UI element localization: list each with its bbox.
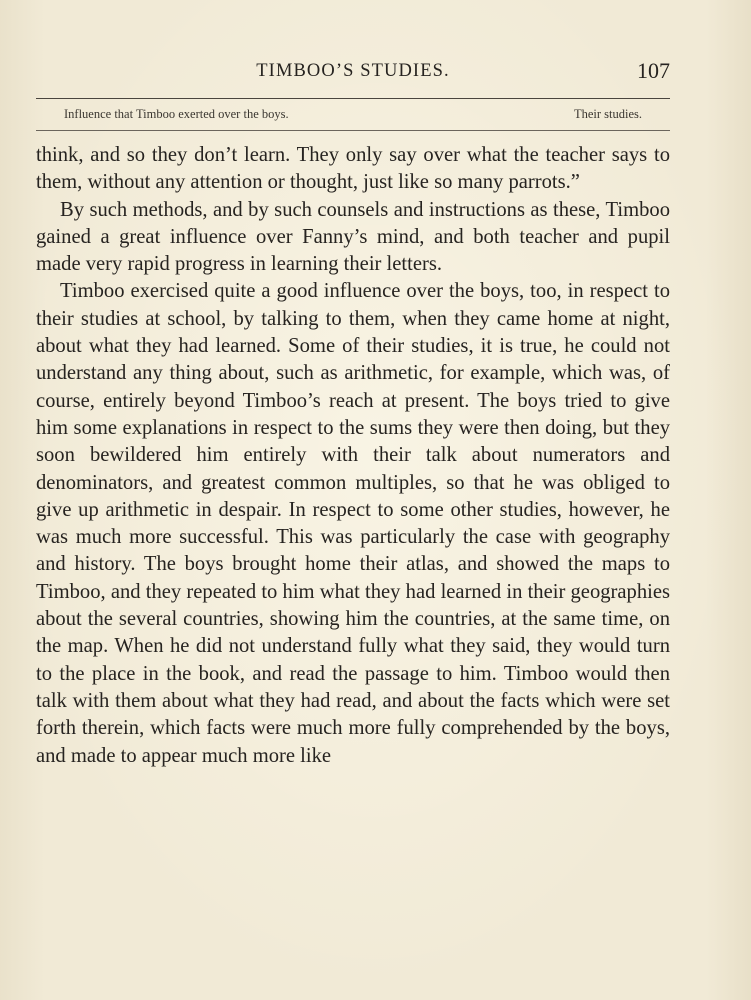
paragraph: By such methods, and by such counsels and instructions as these, Timboo gained a great influence over Fanny’s mind, and both teacher and pupil made very rapid progress in learning their letters.: [36, 198, 670, 276]
header-rule-bottom: [36, 130, 670, 131]
page-number: 107: [637, 58, 670, 83]
body-text: [36, 142, 670, 770]
topic-left: Influence that Timboo exerted over the boys.: [64, 107, 289, 121]
paragraph-continued: think, and so they don’t learn. They only say over what the teacher says to them, without any attention or thought, just like so many parrots.”: [36, 144, 670, 194]
running-title: TIMBOO’S STUDIES.: [256, 61, 450, 81]
topic-line: [64, 107, 642, 125]
header-rule-top: [36, 98, 670, 99]
paragraph: Timboo exercised quite a good influence over the boys, too, in respect to their studies at school, by talking to them, when they came home at night, about what they had learned. Some of their studies, it is true, he could not understand any thing about, such as arithmetic, for example, which was, of course, entirely beyond Timboo’s reach at present. The boys tried to give him some explanations in respect to the sums they were then doing, but they soon bewildered him entirely with their talk about numerators and denominators, and greatest common multiples, so that he was obliged to give up arithmetic in despair. In respect to some other studies, however, he was much more successful. This was particularly the case with geography and history. The boys brought home their atlas, and showed the maps to Timboo, and they repeated to him what they had learned in their geographies about the several countries, showing him the countries, at the same time, on the map. When he did not understand fully what they said, they would turn to the place in the book, and read the passage to him. Timboo would then talk with them about what they had read, and about the facts which were set forth therein, which facts were much more fully comprehended by the boys, and made to appear much more like: [36, 280, 670, 767]
topic-right: Their studies.: [573, 107, 642, 121]
running-head: [36, 58, 670, 92]
